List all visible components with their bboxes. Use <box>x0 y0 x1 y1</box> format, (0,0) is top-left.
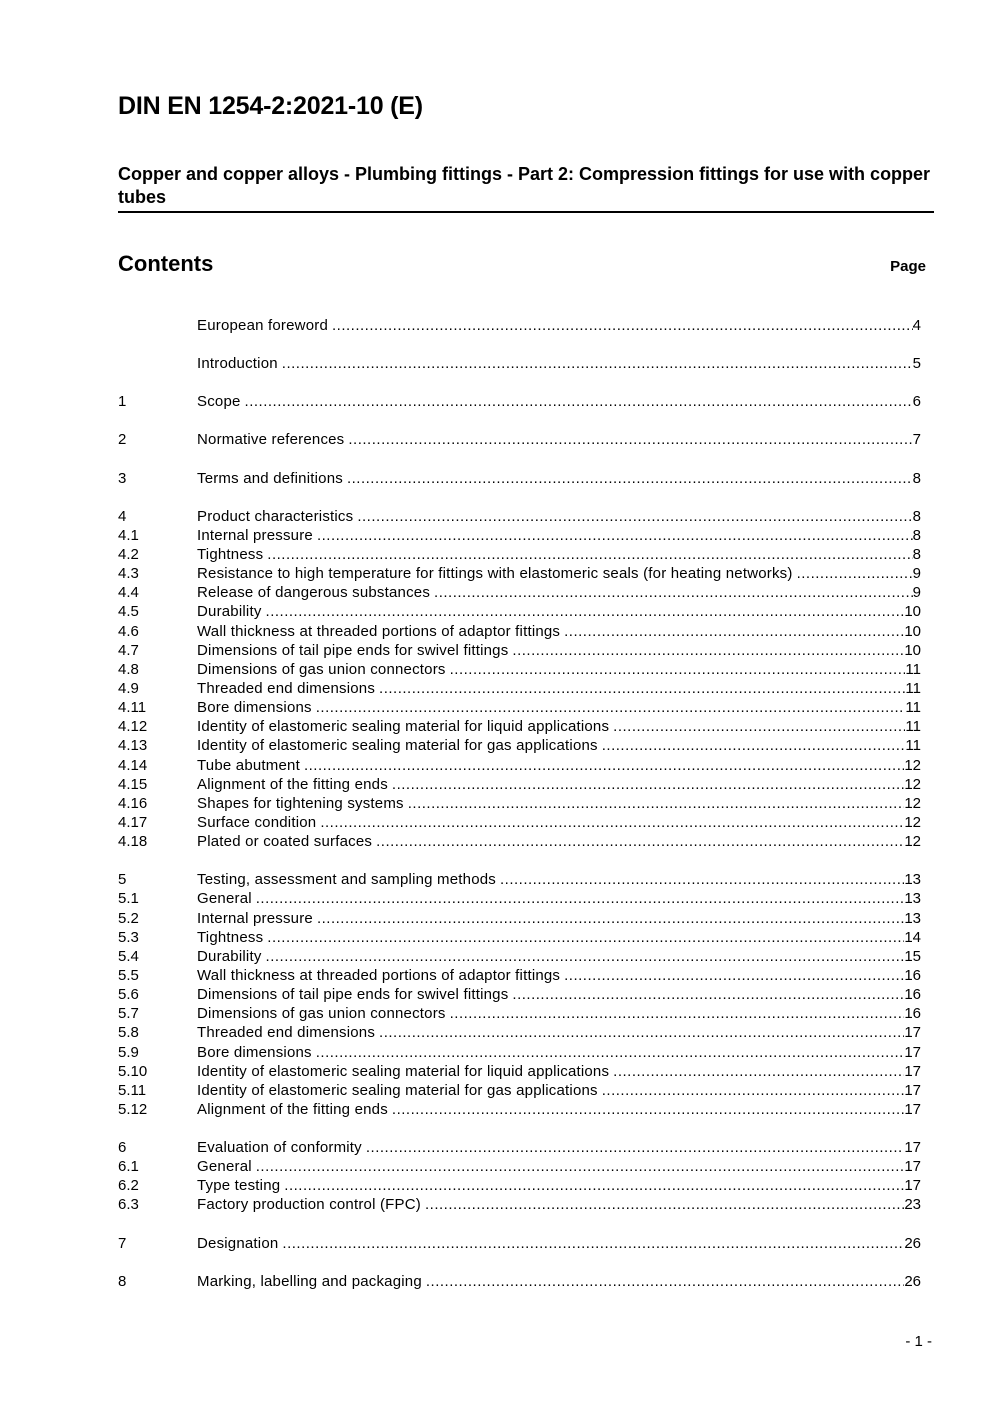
toc-section-title: Product characteristics <box>197 507 354 525</box>
toc-entry[interactable] <box>118 526 921 545</box>
toc-entry[interactable] <box>118 392 921 411</box>
toc-dot-leader <box>430 583 913 602</box>
toc-entry[interactable] <box>118 985 921 1004</box>
toc-section-number: 5.8 <box>118 1024 139 1042</box>
toc-entry[interactable] <box>118 1176 921 1195</box>
toc-section-title: Durability <box>197 603 262 621</box>
toc-entry[interactable] <box>118 602 921 621</box>
toc-dot-leader <box>313 526 913 545</box>
toc-page-number: 12 <box>904 833 921 851</box>
toc-entry[interactable] <box>118 909 921 928</box>
toc-section-title: Threaded end dimensions <box>197 1024 376 1042</box>
toc-section-number: 8 <box>118 1272 127 1290</box>
toc-page-number: 13 <box>904 871 921 889</box>
toc-section-number: 4.5 <box>118 603 139 621</box>
toc-dot-leader <box>508 641 904 660</box>
toc-section-number: 4.4 <box>118 584 139 602</box>
toc-dot-leader <box>609 1062 904 1081</box>
toc-section-title: Threaded end dimensions <box>197 679 376 697</box>
toc-entry[interactable] <box>118 832 921 851</box>
toc-page-number: 5 <box>912 355 921 373</box>
toc-page-number: 12 <box>904 813 921 831</box>
toc-entry[interactable] <box>118 1234 921 1253</box>
toc-section-number: 1 <box>118 393 127 411</box>
toc-section-number: 7 <box>118 1234 127 1252</box>
toc-section-number: 5.2 <box>118 909 139 927</box>
toc-entry[interactable] <box>118 717 921 736</box>
toc-page-number: 13 <box>904 890 921 908</box>
toc-entry[interactable] <box>118 813 921 832</box>
toc-entry[interactable] <box>118 1138 921 1157</box>
toc-page-number: 17 <box>904 1100 921 1118</box>
toc-section-title: Shapes for tightening systems <box>197 794 404 812</box>
toc-page-number: 16 <box>904 986 921 1004</box>
toc-section-number: 4.17 <box>118 813 148 831</box>
toc-section-number: 5.1 <box>118 890 139 908</box>
toc-page-number: 17 <box>904 1043 921 1061</box>
toc-entry[interactable] <box>118 545 921 564</box>
toc-entry[interactable] <box>118 1081 921 1100</box>
toc-section-title: Designation <box>197 1234 279 1252</box>
toc-dot-leader <box>388 1100 904 1119</box>
toc-dot-leader <box>316 813 904 832</box>
page-column-label: Page <box>890 258 926 275</box>
toc-dot-leader <box>598 736 906 755</box>
toc-dot-leader <box>422 1272 904 1291</box>
toc-entry[interactable] <box>118 775 921 794</box>
toc-dot-leader <box>404 794 905 813</box>
toc-section-number: 5.5 <box>118 966 139 984</box>
toc-page-number: 10 <box>904 622 921 640</box>
toc-section-number: 5.6 <box>118 986 139 1004</box>
toc-section-number: 4.11 <box>118 699 147 717</box>
toc-section-title: Durability <box>197 947 262 965</box>
toc-page-number: 6 <box>912 393 921 411</box>
toc-dot-leader <box>313 909 904 928</box>
toc-page-number: 12 <box>904 775 921 793</box>
toc-section-title: Release of dangerous substances <box>197 584 431 602</box>
toc-section-number: 5.9 <box>118 1043 139 1061</box>
toc-section-title: Internal pressure <box>197 526 313 544</box>
toc-page-number: 13 <box>904 909 921 927</box>
toc-page-number: 7 <box>912 431 921 449</box>
toc-entry[interactable] <box>118 870 921 889</box>
toc-section-title: Tube abutment <box>197 756 300 774</box>
toc-page-number: 8 <box>912 526 921 544</box>
toc-page-number: 4 <box>912 317 921 334</box>
toc-entry[interactable] <box>118 469 921 488</box>
toc-entry[interactable] <box>118 660 921 679</box>
toc-section-number: 4.18 <box>118 833 148 851</box>
toc-page-number: 8 <box>912 469 921 487</box>
toc-page-number: 14 <box>904 928 921 946</box>
toc-section-title: Plated or coated surfaces <box>197 833 373 851</box>
toc-section-number: 4.13 <box>118 737 148 755</box>
toc-page-number: 11 <box>905 699 921 717</box>
toc-dot-leader <box>312 1043 905 1062</box>
toc-entry[interactable] <box>118 641 921 660</box>
toc-section-number: 4.16 <box>118 794 148 812</box>
toc-section-title: Bore dimensions <box>197 699 312 717</box>
toc-dot-leader <box>362 1138 904 1157</box>
toc-entry[interactable] <box>118 622 921 641</box>
toc-entry[interactable] <box>118 1023 921 1042</box>
toc-dot-leader <box>278 354 913 373</box>
toc-dot-leader <box>508 985 904 1004</box>
toc-dot-leader <box>609 717 905 736</box>
toc-entry[interactable] <box>118 1157 921 1176</box>
toc-dot-leader <box>328 316 913 335</box>
toc-section-number: 4.9 <box>118 679 139 697</box>
toc-dot-leader <box>421 1195 904 1214</box>
toc-section-number: 4.2 <box>118 545 139 563</box>
toc-dot-leader <box>262 947 905 966</box>
toc-page-number: 17 <box>904 1139 921 1157</box>
toc-page-number: 12 <box>904 756 921 774</box>
toc-section-title: Internal pressure <box>197 909 313 927</box>
toc-dot-leader <box>312 698 906 717</box>
toc-section-title: Type testing <box>197 1177 281 1195</box>
toc-section-number: 5.4 <box>118 947 139 965</box>
toc-dot-leader <box>375 1023 904 1042</box>
toc-entry[interactable] <box>118 1062 921 1081</box>
toc-page-number: 15 <box>904 947 921 965</box>
document-title: Copper and copper alloys - Plumbing fittings - Part 2: Compression fittings for use with copper tubes <box>118 163 934 213</box>
toc-dot-leader <box>598 1081 905 1100</box>
toc-dot-leader <box>262 602 905 621</box>
toc-page-number: 8 <box>912 545 921 563</box>
toc-section-number: 5.12 <box>118 1100 148 1118</box>
toc-section-title: European foreword <box>197 317 328 334</box>
toc-page-number: 23 <box>904 1196 921 1214</box>
toc-section-title: Dimensions of gas union connectors <box>197 1005 446 1023</box>
table-of-contents <box>118 316 921 1291</box>
toc-section-title: Identity of elastomeric sealing material for liquid applications <box>197 1062 610 1080</box>
toc-entry[interactable] <box>118 1100 921 1119</box>
toc-entry[interactable] <box>118 1195 921 1214</box>
contents-heading: Contents <box>118 251 214 276</box>
toc-section-title: Dimensions of tail pipe ends for swivel fittings <box>197 641 509 659</box>
toc-section-number: 4.6 <box>118 622 139 640</box>
toc-section-title: General <box>197 890 252 908</box>
toc-section-title: Dimensions of tail pipe ends for swivel fittings <box>197 986 509 1004</box>
toc-section-number: 4 <box>118 507 127 525</box>
toc-page-number: 11 <box>905 679 921 697</box>
toc-section-title: General <box>197 1158 252 1176</box>
toc-section-number: 5.3 <box>118 928 139 946</box>
toc-page-number: 17 <box>904 1062 921 1080</box>
toc-section-number: 5 <box>118 871 127 889</box>
toc-section-number: 6.1 <box>118 1158 139 1176</box>
toc-dot-leader <box>446 1004 905 1023</box>
toc-dot-leader <box>372 832 904 851</box>
toc-entry[interactable] <box>118 583 921 602</box>
toc-section-title: Normative references <box>197 431 345 449</box>
toc-section-title: Identity of elastomeric sealing material for liquid applications <box>197 718 610 736</box>
toc-page-number: 26 <box>904 1272 921 1290</box>
toc-page-number: 16 <box>904 966 921 984</box>
toc-dot-leader <box>252 889 905 908</box>
toc-section-number: 2 <box>118 431 127 449</box>
toc-page-number: 17 <box>904 1177 921 1195</box>
document-id: DIN EN 1254-2:2021-10 (E) <box>118 92 423 120</box>
toc-entry[interactable] <box>118 698 921 717</box>
toc-section-number: 5.11 <box>118 1081 147 1099</box>
toc-page-number: 11 <box>905 660 921 678</box>
toc-dot-leader <box>278 1234 904 1253</box>
toc-page-number: 17 <box>904 1024 921 1042</box>
toc-dot-leader <box>280 1176 904 1195</box>
toc-dot-leader <box>241 392 913 411</box>
toc-dot-leader <box>388 775 904 794</box>
toc-section-title: Tightness <box>197 928 264 946</box>
toc-page-number: 9 <box>912 565 921 583</box>
toc-page-number: 11 <box>905 737 921 755</box>
toc-section-number: 4.1 <box>118 526 139 544</box>
toc-section-title: Identity of elastomeric sealing material for gas applications <box>197 1081 598 1099</box>
toc-dot-leader <box>343 469 913 488</box>
toc-entry[interactable] <box>118 736 921 755</box>
toc-page-number: 16 <box>904 1005 921 1023</box>
toc-section-title: Alignment of the fitting ends <box>197 1100 388 1118</box>
toc-entry[interactable] <box>118 354 921 373</box>
toc-entry[interactable] <box>118 794 921 813</box>
toc-section-number: 5.10 <box>118 1062 148 1080</box>
toc-section-title: Tightness <box>197 545 264 563</box>
toc-page-number: 8 <box>912 507 921 525</box>
toc-page-number: 10 <box>904 603 921 621</box>
toc-section-number: 4.14 <box>118 756 148 774</box>
toc-section-title: Bore dimensions <box>197 1043 312 1061</box>
toc-entry[interactable] <box>118 1272 921 1291</box>
toc-section-title: Scope <box>197 393 241 411</box>
toc-section-title: Terms and definitions <box>197 469 343 487</box>
toc-entry[interactable] <box>118 507 921 526</box>
toc-entry[interactable] <box>118 430 921 449</box>
toc-section-title: Testing, assessment and sampling methods <box>197 871 496 889</box>
toc-section-number: 4.3 <box>118 565 139 583</box>
toc-section-title: Dimensions of gas union connectors <box>197 660 446 678</box>
toc-section-number: 5.7 <box>118 1005 139 1023</box>
toc-section-number: 4.7 <box>118 641 139 659</box>
toc-dot-leader <box>263 928 904 947</box>
toc-entry[interactable] <box>118 756 921 775</box>
toc-section-number: 6 <box>118 1139 127 1157</box>
toc-page-number: 9 <box>912 584 921 602</box>
toc-page-number: 10 <box>904 641 921 659</box>
toc-entry[interactable] <box>118 928 921 947</box>
toc-page-number: 11 <box>905 718 921 736</box>
toc-page-number: 17 <box>904 1158 921 1176</box>
toc-dot-leader <box>560 966 904 985</box>
toc-dot-leader <box>560 622 904 641</box>
toc-section-number: 6.3 <box>118 1196 139 1214</box>
toc-entry[interactable] <box>118 966 921 985</box>
toc-section-number: 4.12 <box>118 718 148 736</box>
toc-page-number: 12 <box>904 794 921 812</box>
toc-section-title: Wall thickness at threaded portions of adaptor fittings <box>197 622 561 640</box>
page-number: - 1 - <box>905 1333 932 1350</box>
toc-entry[interactable] <box>118 1004 921 1023</box>
toc-entry[interactable] <box>118 564 921 583</box>
toc-dot-leader <box>446 660 906 679</box>
toc-entry[interactable] <box>118 316 921 335</box>
toc-section-title: Introduction <box>197 355 278 373</box>
toc-section-number: 6.2 <box>118 1177 139 1195</box>
toc-section-number: 3 <box>118 469 127 487</box>
toc-section-title: Factory production control (FPC) <box>197 1196 421 1214</box>
toc-dot-leader <box>300 756 904 775</box>
toc-section-title: Identity of elastomeric sealing material for gas applications <box>197 737 598 755</box>
toc-entry[interactable] <box>118 1043 921 1062</box>
toc-section-number: 4.15 <box>118 775 148 793</box>
toc-page-number: 26 <box>904 1234 921 1252</box>
toc-dot-leader <box>496 870 904 889</box>
toc-entry[interactable] <box>118 947 921 966</box>
toc-section-title: Alignment of the fitting ends <box>197 775 388 793</box>
toc-dot-leader <box>375 679 905 698</box>
toc-section-title: Resistance to high temperature for fittings with elastomeric seals (for heating networks) <box>197 565 793 583</box>
toc-dot-leader <box>793 564 913 583</box>
toc-section-title: Surface condition <box>197 813 317 831</box>
toc-page-number: 17 <box>904 1081 921 1099</box>
toc-section-title: Wall thickness at threaded portions of adaptor fittings <box>197 966 561 984</box>
toc-entry[interactable] <box>118 889 921 908</box>
toc-section-title: Marking, labelling and packaging <box>197 1272 422 1290</box>
toc-dot-leader <box>263 545 912 564</box>
toc-entry[interactable] <box>118 679 921 698</box>
toc-section-title: Evaluation of conformity <box>197 1139 362 1157</box>
toc-dot-leader <box>344 430 912 449</box>
toc-dot-leader <box>353 507 912 526</box>
toc-dot-leader <box>252 1157 905 1176</box>
toc-section-number: 4.8 <box>118 660 139 678</box>
